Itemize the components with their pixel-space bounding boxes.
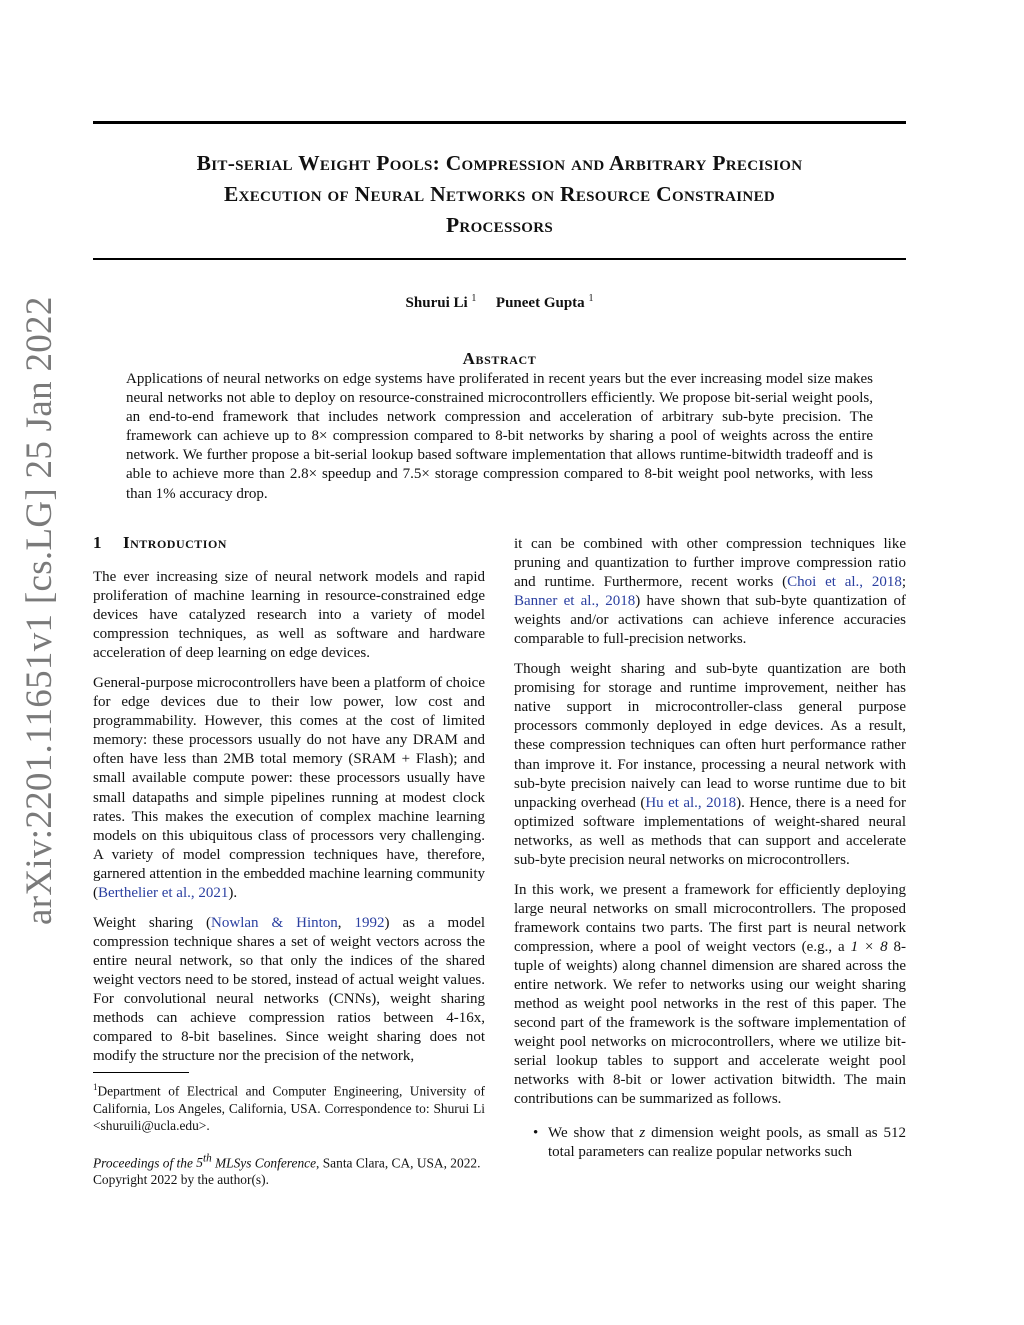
- citation-link[interactable]: Hu et al., 2018: [645, 794, 737, 811]
- paper-title: [93, 148, 906, 241]
- citation-link[interactable]: Choi et al., 2018: [787, 574, 902, 591]
- arxiv-stamp: arXiv:2201.11651v1 [cs.LG] 25 Jan 2022: [19, 296, 60, 925]
- paragraph: General-purpose microcontrollers have been a platform of choice for edge devices due to their low power, low cost and programmability. However, this comes at the cost of limited memory: these processors usually do not have any DRAM and often have less than 2MB total memory (SRAM + Flash); and small available compute power: these processors usually have small datapaths and simple pipelines running at modest clock rates. This makes the execution of complex machine learning models on this ubiquitous class of processors very challenging. A variety of model compression techniques have, therefore, garnered attention in the embedded machine learning community (Berthelier et al., 2021).: [93, 675, 485, 901]
- citation-link[interactable]: Banner et al., 2018: [514, 593, 636, 610]
- citation-link[interactable]: Nowlan & Hinton: [211, 914, 338, 931]
- section-number: 1: [93, 533, 102, 552]
- paragraph: The ever increasing size of neural network models and rapid proliferation of machine learning in resource-constrained edge devices have catalyzed research into a variety of model compression techniques, as well as software and hardware acceleration of deep learning on edge devices.: [93, 569, 485, 662]
- list-item: • We show that z dimension weight pools, as small as 512 total parameters can realize popular networks such: [548, 1124, 906, 1162]
- author-affiliation-mark: 1: [588, 293, 594, 304]
- affiliation-footnote: $^1$Department of Electrical and Computer Engineering, University of California, Los Angeles, California, USA. Correspondence to: Shurui Li <shuruili@ucla.edu>.: [93, 1082, 485, 1133]
- math-inline: z: [639, 1125, 646, 1142]
- math-inline: 1 × 8: [850, 938, 888, 955]
- title-top-rule: [93, 121, 906, 124]
- math-inline: 7.5×: [402, 466, 430, 483]
- contribution-list: [514, 1124, 906, 1162]
- section-heading-introduction: [93, 532, 485, 554]
- author-name: Puneet Gupta: [495, 295, 585, 311]
- author-name: Shurui Li: [405, 295, 468, 311]
- footnote-rule: [93, 1072, 189, 1073]
- paragraph: it can be combined with other compression techniques like pruning and quantization to further improve compression ratio and runtime. Furthermore, recent works (Choi et al., 2018; Banner et al., 2018) have shown that sub-byte quantization of weights and/or activations can achieve inference accuracies comparable to full-precision networks.: [514, 536, 906, 648]
- title-line-3: Processors: [446, 213, 553, 237]
- paragraph: Though weight sharing and sub-byte quantization are both promising for storage and runtime improvement, neither has native support in microcontroller-class general purpose processors commonly deployed in edge devices. As a result, these compression techniques can often hurt performance rather than improve it. For instance, processing a neural network with sub-byte precision naively can lead to worse runtime due to bit unpacking overhead (Hu et al., 2018). Hence, there is a need for optimized software implementations of weight-shared neural networks, as well as methods that can support and accelerate sub-byte precision neural networks on microcontrollers.: [514, 661, 906, 868]
- title-line-1: Bit-serial Weight Pools: Compression and Arbitrary Precision: [196, 151, 803, 175]
- abstract-text: Applications of neural networks on edge systems have proliferated in recent years but the ever increasing model size makes neural networks not able to deploy on resource-constrained microcontrollers efficiently. We propose bit-serial weight pools, an end-to-end framework that includes network compression and acceleration of arbitrary sub-byte precision. The framework can achieve up to 8× compression compared to 8-bit networks by sharing a pool of weights across the entire network. We further propose a bit-serial lookup based software implementation that allows runtime-bitwidth tradeoff and is able to achieve more than 2.8× speedup and 7.5× storage compression compared to 8-bit weight pool networks, with less than 1% accuracy drop.: [126, 371, 873, 502]
- left-column: [93, 532, 485, 1188]
- right-column: [514, 535, 906, 1162]
- author-list: [93, 293, 906, 312]
- citation-link[interactable]: 1992: [354, 914, 385, 931]
- title-bottom-rule: [93, 258, 906, 260]
- title-line-2: Execution of Neural Networks on Resource Constrained: [223, 182, 776, 206]
- paragraph: Weight sharing (Nowlan & Hinton, 1992) as a model compression technique shares a set of weight vectors across the entire neural network, so that only the indices of the shared weight vectors need to be stored, instead of actual weight values. For convolutional neural networks (CNNs), weight sharing methods can achieve compression ratios between 4-16x, compared to 8-bit baselines. Since weight sharing does not modify the structure nor the precision of the network,: [93, 914, 486, 1065]
- math-inline: 2.8×: [289, 466, 318, 483]
- author-affiliation-mark: 1: [471, 293, 477, 304]
- math-inline: 8×: [311, 428, 328, 445]
- section-title: Introduction: [123, 533, 227, 552]
- proceedings-note: Proceedings of the 5th MLSys Conference, Santa Clara, CA, USA, 2022. Copyright 2022 by the author(s).: [93, 1152, 481, 1188]
- paragraph: In this work, we present a framework for efficiently deploying large neural networks on small microcontrollers. The proposed framework contains two parts. The first part is neural network compression, where a pool of weight vectors (e.g., a 1 × 8 8-tuple of weights) along channel dimension are shared across the entire network. We refer to networks using our weight sharing method as weight pool networks in the rest of this paper. The second part of the framework is the software implementation of weight pool networks on microcontrollers, where we utilize bit-serial lookup tables to support and accelerate weight pool networks with 8-bit or lower activation bitwidth. The main contributions can be summarized as follows.: [514, 881, 907, 1108]
- citation-link[interactable]: Berthelier et al., 2021: [98, 884, 229, 901]
- math-inline: 1%: [155, 485, 176, 502]
- abstract-heading: Abstract: [462, 349, 537, 368]
